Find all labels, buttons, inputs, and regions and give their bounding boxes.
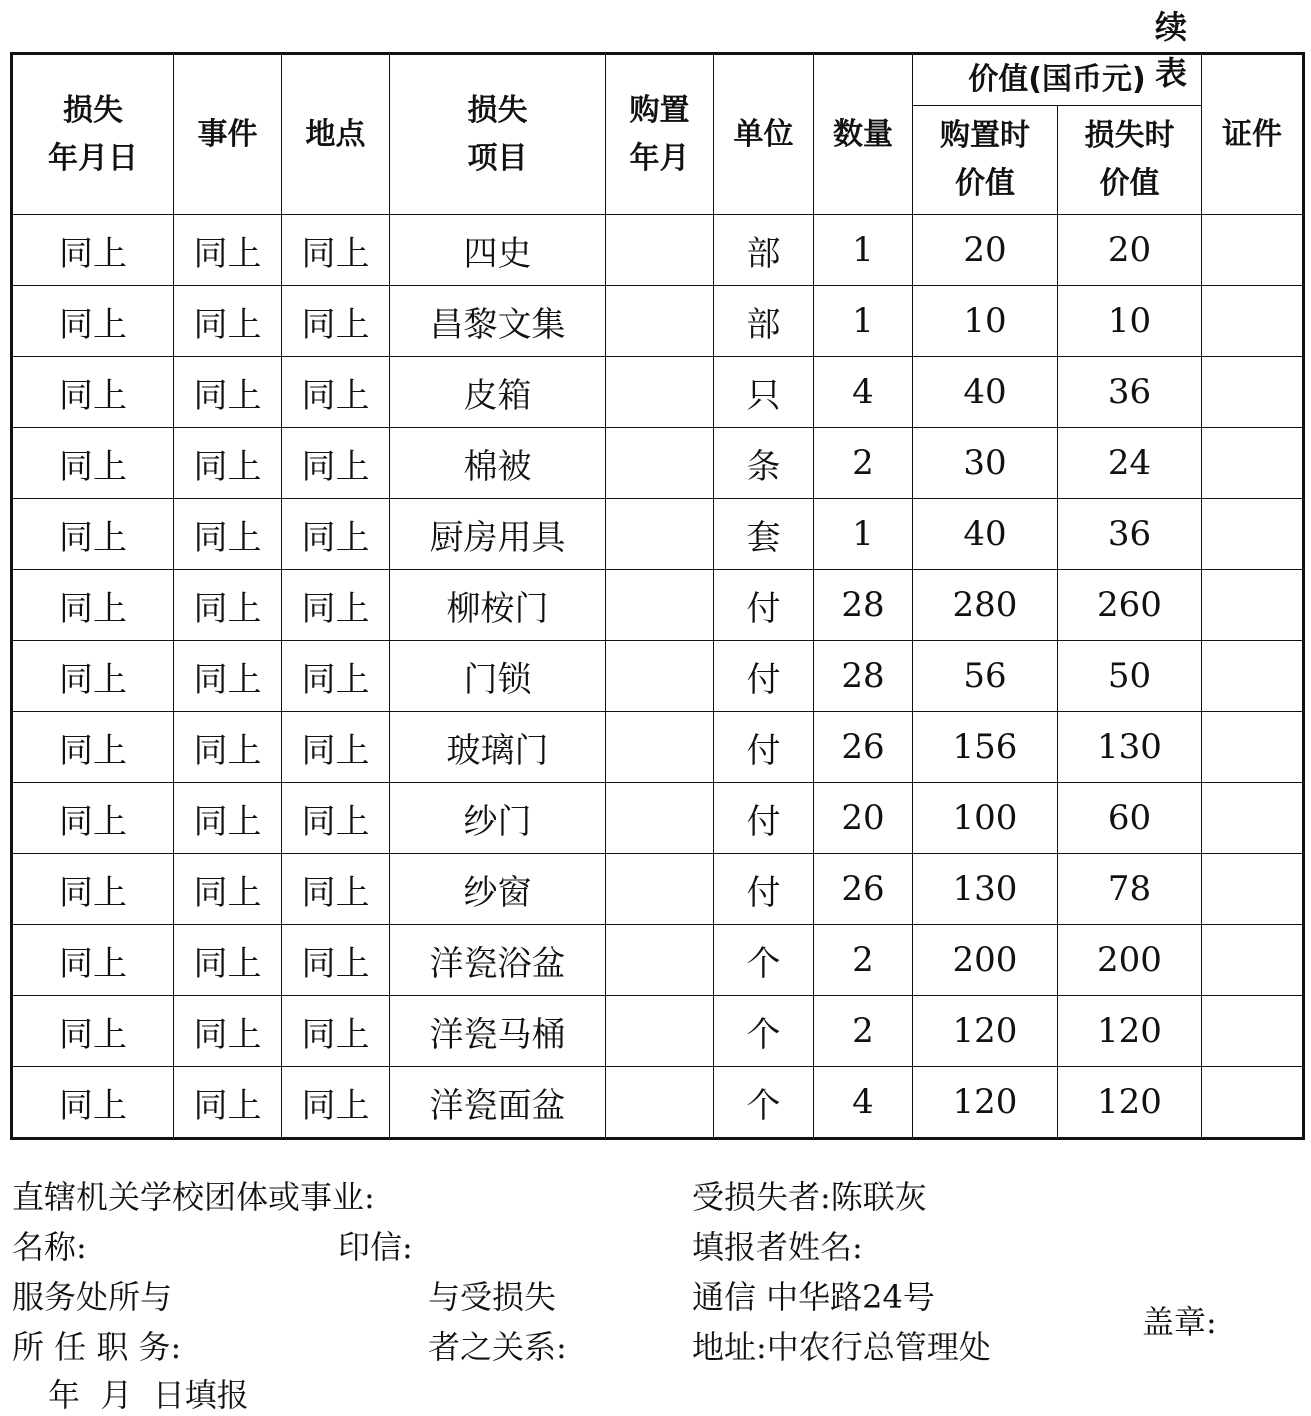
cell-purchase-date <box>606 925 714 996</box>
cell-loss-date: 同上 <box>12 641 174 712</box>
header-event: 事件 <box>174 54 282 215</box>
stamp-label: 盖章: <box>1142 1303 1217 1341</box>
cell-quantity: 1 <box>814 215 913 286</box>
cell-place: 同上 <box>282 783 390 854</box>
cell-value-at-purchase: 10 <box>913 286 1058 357</box>
cell-event: 同上 <box>174 783 282 854</box>
cell-item: 玻璃门 <box>390 712 606 783</box>
cell-event: 同上 <box>174 428 282 499</box>
cell-event: 同上 <box>174 854 282 925</box>
cell-certificate <box>1202 783 1304 854</box>
seal-label: 印信: <box>338 1228 413 1266</box>
cell-unit: 套 <box>714 499 814 570</box>
cell-event: 同上 <box>174 357 282 428</box>
cell-value-at-purchase: 100 <box>913 783 1058 854</box>
table-row <box>12 215 1304 286</box>
cell-loss-date: 同上 <box>12 712 174 783</box>
cell-quantity: 1 <box>814 499 913 570</box>
cell-event: 同上 <box>174 641 282 712</box>
cell-value-at-purchase: 40 <box>913 357 1058 428</box>
cell-value-at-purchase: 120 <box>913 996 1058 1067</box>
cell-unit: 条 <box>714 428 814 499</box>
cell-value-at-purchase: 200 <box>913 925 1058 996</box>
cell-event: 同上 <box>174 286 282 357</box>
cell-quantity: 26 <box>814 712 913 783</box>
cell-item: 昌黎文集 <box>390 286 606 357</box>
cell-unit: 部 <box>714 215 814 286</box>
cell-certificate <box>1202 996 1304 1067</box>
cell-place: 同上 <box>282 428 390 499</box>
cell-value-at-purchase: 280 <box>913 570 1058 641</box>
cell-certificate <box>1202 357 1304 428</box>
loss-table <box>10 52 1305 1140</box>
table-row <box>12 996 1304 1067</box>
cell-value-at-loss: 130 <box>1058 712 1202 783</box>
cell-unit: 付 <box>714 641 814 712</box>
cell-place: 同上 <box>282 286 390 357</box>
cell-event: 同上 <box>174 712 282 783</box>
cell-purchase-date <box>606 996 714 1067</box>
cell-event: 同上 <box>174 570 282 641</box>
table-row <box>12 357 1304 428</box>
cell-event: 同上 <box>174 499 282 570</box>
cell-loss-date: 同上 <box>12 428 174 499</box>
reporter-label: 填报者姓名: <box>692 1228 863 1266</box>
cell-loss-date: 同上 <box>12 570 174 641</box>
cell-event: 同上 <box>174 996 282 1067</box>
cell-unit: 付 <box>714 783 814 854</box>
date-line: 年 月 日填报 <box>48 1376 249 1414</box>
cell-loss-date: 同上 <box>12 1067 174 1139</box>
cell-item: 四史 <box>390 215 606 286</box>
cell-quantity: 28 <box>814 641 913 712</box>
cell-loss-date: 同上 <box>12 783 174 854</box>
header-loss-date: 损失 年月日 <box>12 54 174 215</box>
victim-label: 受损失者:陈联灰 <box>692 1178 927 1216</box>
address-label: 地址:中农行总管理处 <box>692 1328 991 1366</box>
cell-place: 同上 <box>282 215 390 286</box>
header-purchase-date: 购置 年月 <box>606 54 714 215</box>
table-row <box>12 570 1304 641</box>
agency-label: 直辖机关学校团体或事业: <box>12 1178 375 1216</box>
cell-certificate <box>1202 925 1304 996</box>
continued-label: 续 表 <box>1155 8 1212 92</box>
cell-value-at-purchase: 120 <box>913 1067 1058 1139</box>
cell-purchase-date <box>606 1067 714 1139</box>
cell-unit: 部 <box>714 286 814 357</box>
header-unit: 单位 <box>714 54 814 215</box>
cell-value-at-loss: 120 <box>1058 1067 1202 1139</box>
cell-loss-date: 同上 <box>12 357 174 428</box>
cell-loss-date: 同上 <box>12 286 174 357</box>
office-label: 服务处所与 <box>12 1278 173 1316</box>
cell-loss-date: 同上 <box>12 996 174 1067</box>
cell-value-at-loss: 20 <box>1058 215 1202 286</box>
table-row <box>12 925 1304 996</box>
cell-event: 同上 <box>174 925 282 996</box>
cell-value-at-loss: 50 <box>1058 641 1202 712</box>
table-row <box>12 854 1304 925</box>
cell-certificate <box>1202 712 1304 783</box>
cell-place: 同上 <box>282 357 390 428</box>
cell-item: 洋瓷浴盆 <box>390 925 606 996</box>
cell-unit: 付 <box>714 712 814 783</box>
cell-purchase-date <box>606 499 714 570</box>
cell-item: 纱门 <box>390 783 606 854</box>
cell-certificate <box>1202 286 1304 357</box>
name-label: 名称: <box>12 1228 87 1266</box>
cell-value-at-loss: 120 <box>1058 996 1202 1067</box>
cell-value-at-loss: 200 <box>1058 925 1202 996</box>
cell-loss-date: 同上 <box>12 215 174 286</box>
header-item: 损失 项目 <box>390 54 606 215</box>
cell-quantity: 2 <box>814 996 913 1067</box>
cell-place: 同上 <box>282 712 390 783</box>
cell-item: 洋瓷面盆 <box>390 1067 606 1139</box>
cell-quantity: 28 <box>814 570 913 641</box>
cell-purchase-date <box>606 570 714 641</box>
cell-place: 同上 <box>282 641 390 712</box>
cell-item: 棉被 <box>390 428 606 499</box>
cell-value-at-loss: 260 <box>1058 570 1202 641</box>
table-row <box>12 428 1304 499</box>
table-row <box>12 499 1304 570</box>
cell-place: 同上 <box>282 996 390 1067</box>
cell-value-at-purchase: 40 <box>913 499 1058 570</box>
header-value-at-purchase: 购置时 价值 <box>913 106 1058 215</box>
cell-quantity: 2 <box>814 428 913 499</box>
cell-item: 皮箱 <box>390 357 606 428</box>
cell-place: 同上 <box>282 925 390 996</box>
cell-unit: 付 <box>714 854 814 925</box>
cell-purchase-date <box>606 854 714 925</box>
cell-purchase-date <box>606 783 714 854</box>
cell-quantity: 2 <box>814 925 913 996</box>
cell-loss-date: 同上 <box>12 499 174 570</box>
table-row <box>12 641 1304 712</box>
cell-event: 同上 <box>174 215 282 286</box>
cell-value-at-purchase: 30 <box>913 428 1058 499</box>
cell-item: 厨房用具 <box>390 499 606 570</box>
cell-certificate <box>1202 854 1304 925</box>
header-value-group: 价值(国币元) <box>913 54 1202 106</box>
cell-quantity: 20 <box>814 783 913 854</box>
cell-quantity: 1 <box>814 286 913 357</box>
cell-value-at-loss: 36 <box>1058 499 1202 570</box>
cell-unit: 个 <box>714 1067 814 1139</box>
cell-purchase-date <box>606 357 714 428</box>
cell-purchase-date <box>606 215 714 286</box>
cell-certificate <box>1202 1067 1304 1139</box>
table-row <box>12 783 1304 854</box>
header-value-at-loss: 损失时 价值 <box>1058 106 1202 215</box>
cell-unit: 付 <box>714 570 814 641</box>
cell-unit: 个 <box>714 996 814 1067</box>
header-place: 地点 <box>282 54 390 215</box>
cell-place: 同上 <box>282 1067 390 1139</box>
table-row <box>12 712 1304 783</box>
cell-value-at-purchase: 20 <box>913 215 1058 286</box>
relation-label-2: 者之关系: <box>428 1328 567 1366</box>
cell-item: 纱窗 <box>390 854 606 925</box>
relation-label-1: 与受损失 <box>428 1278 557 1316</box>
comm-label: 通信 中华路24号 <box>692 1278 935 1316</box>
cell-value-at-purchase: 156 <box>913 712 1058 783</box>
cell-certificate <box>1202 570 1304 641</box>
table-row <box>12 1067 1304 1139</box>
cell-loss-date: 同上 <box>12 925 174 996</box>
cell-unit: 个 <box>714 925 814 996</box>
cell-certificate <box>1202 641 1304 712</box>
cell-quantity: 26 <box>814 854 913 925</box>
cell-value-at-loss: 10 <box>1058 286 1202 357</box>
cell-quantity: 4 <box>814 357 913 428</box>
cell-loss-date: 同上 <box>12 854 174 925</box>
cell-value-at-loss: 36 <box>1058 357 1202 428</box>
cell-certificate <box>1202 499 1304 570</box>
cell-place: 同上 <box>282 570 390 641</box>
cell-place: 同上 <box>282 499 390 570</box>
cell-purchase-date <box>606 286 714 357</box>
header-certificate: 证件 <box>1202 54 1304 215</box>
table-row <box>12 286 1304 357</box>
cell-place: 同上 <box>282 854 390 925</box>
cell-purchase-date <box>606 641 714 712</box>
cell-value-at-loss: 60 <box>1058 783 1202 854</box>
header-quantity: 数量 <box>814 54 913 215</box>
cell-certificate <box>1202 428 1304 499</box>
cell-item: 柳桉门 <box>390 570 606 641</box>
cell-item: 门锁 <box>390 641 606 712</box>
cell-purchase-date <box>606 712 714 783</box>
cell-quantity: 4 <box>814 1067 913 1139</box>
cell-value-at-loss: 24 <box>1058 428 1202 499</box>
cell-unit: 只 <box>714 357 814 428</box>
cell-value-at-loss: 78 <box>1058 854 1202 925</box>
cell-item: 洋瓷马桶 <box>390 996 606 1067</box>
cell-certificate <box>1202 215 1304 286</box>
cell-event: 同上 <box>174 1067 282 1139</box>
cell-value-at-purchase: 56 <box>913 641 1058 712</box>
position-label: 所 任 职 务: <box>12 1328 182 1366</box>
cell-purchase-date <box>606 428 714 499</box>
cell-value-at-purchase: 130 <box>913 854 1058 925</box>
